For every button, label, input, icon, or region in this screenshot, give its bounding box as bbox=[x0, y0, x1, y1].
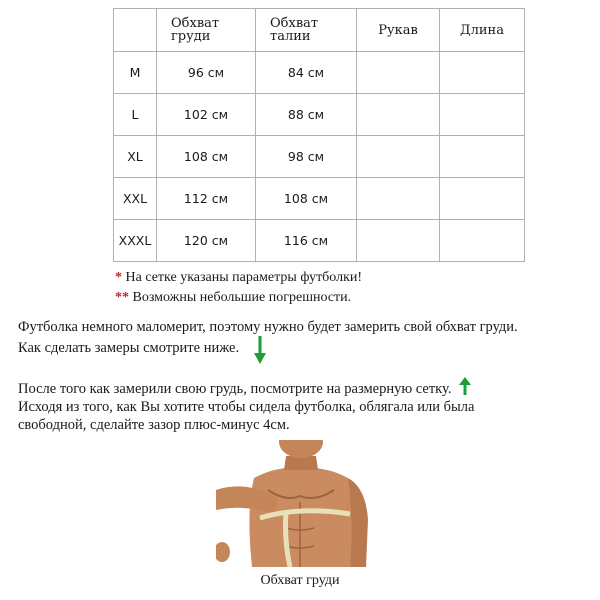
sleeve-cell bbox=[357, 178, 440, 220]
header-chest bbox=[157, 9, 256, 52]
size-cell: XXL bbox=[114, 178, 157, 220]
length-cell bbox=[440, 52, 525, 94]
instruction-line-with-arrow bbox=[18, 336, 518, 364]
header-length: Длина bbox=[440, 9, 525, 52]
photo-caption: Обхват груди bbox=[260, 573, 340, 588]
header-chest-label: Обхват груди bbox=[171, 16, 220, 44]
arrow-down-icon bbox=[253, 336, 267, 364]
length-cell bbox=[440, 136, 525, 178]
length-cell bbox=[440, 220, 525, 262]
waist-cell: 84 см bbox=[256, 52, 357, 94]
instruction-line: Исходя из того, как Вы хотите чтобы сидела футболка, облягала или была bbox=[18, 399, 475, 415]
measure-instructions bbox=[18, 318, 518, 364]
waist-cell: 98 см bbox=[256, 136, 357, 178]
table-row bbox=[114, 178, 525, 220]
size-cell: XL bbox=[114, 136, 157, 178]
instruction-text: Как сделать замеры смотрите ниже. bbox=[18, 340, 240, 356]
note-text: На сетке указаны параметры футболки! bbox=[125, 270, 363, 285]
sleeve-cell bbox=[357, 220, 440, 262]
table-header-row bbox=[114, 9, 525, 52]
sleeve-cell bbox=[357, 94, 440, 136]
size-cell: M bbox=[114, 52, 157, 94]
notes bbox=[115, 268, 362, 308]
chest-cell: 108 см bbox=[157, 136, 256, 178]
sleeve-cell bbox=[357, 52, 440, 94]
length-cell bbox=[440, 94, 525, 136]
note-mark: * bbox=[115, 270, 122, 285]
instruction-line: свободной, сделайте зазор плюс-минус 4см. bbox=[18, 417, 290, 433]
sleeve-cell bbox=[357, 136, 440, 178]
waist-cell: 108 см bbox=[256, 178, 357, 220]
chest-cell: 112 см bbox=[157, 178, 256, 220]
chest-measurement-photo bbox=[216, 440, 385, 567]
instruction-text: После того как замерили свою грудь, посмотрите на размерную сетку. bbox=[18, 381, 452, 397]
fit-instructions bbox=[18, 377, 474, 434]
waist-cell: 88 см bbox=[256, 94, 357, 136]
note-line bbox=[115, 288, 362, 308]
size-cell: XXXL bbox=[114, 220, 157, 262]
note-text: Возможны небольшие погрешности. bbox=[132, 290, 352, 305]
torso-illustration bbox=[216, 440, 385, 567]
note-mark: ** bbox=[115, 290, 129, 305]
size-table bbox=[113, 8, 525, 262]
header-waist bbox=[256, 9, 357, 52]
header-sleeve: Рукав bbox=[357, 9, 440, 52]
instruction-line-with-arrow bbox=[18, 377, 474, 398]
table-row bbox=[114, 220, 525, 262]
table-row bbox=[114, 136, 525, 178]
size-cell: L bbox=[114, 94, 157, 136]
arrow-up-icon bbox=[459, 377, 471, 395]
chest-cell: 102 см bbox=[157, 94, 256, 136]
header-waist-label: Обхват талии bbox=[270, 16, 319, 44]
length-cell bbox=[440, 178, 525, 220]
instruction-line: Футболка немного маломерит, поэтому нужно будет замерить свой обхват груди. bbox=[18, 319, 518, 335]
table-row bbox=[114, 52, 525, 94]
table-row bbox=[114, 94, 525, 136]
header-size bbox=[114, 9, 157, 52]
chest-cell: 96 см bbox=[157, 52, 256, 94]
chest-cell: 120 см bbox=[157, 220, 256, 262]
note-line bbox=[115, 268, 362, 288]
waist-cell: 116 см bbox=[256, 220, 357, 262]
